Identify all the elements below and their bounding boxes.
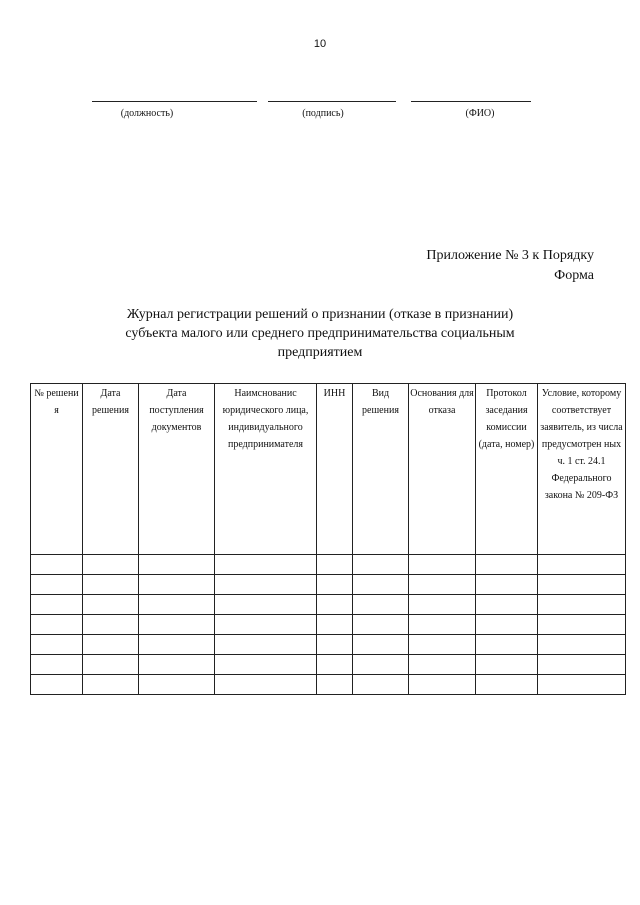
table-row (31, 675, 626, 695)
table-cell[interactable] (31, 675, 83, 695)
table-cell[interactable] (139, 615, 215, 635)
header-refusal-grounds: Основания для отказа (409, 384, 476, 555)
name-label: (ФИО) (465, 108, 495, 119)
table-cell[interactable] (139, 655, 215, 675)
journal-title-line-2: субъекта малого или среднего предпринимательства социальным (125, 326, 515, 341)
appendix-reference: Приложение № 3 к Порядку (426, 248, 594, 263)
table-header-row (31, 384, 626, 555)
table-cell[interactable] (139, 635, 215, 655)
table-cell[interactable] (139, 675, 215, 695)
table-cell[interactable] (317, 595, 353, 615)
journal-title-line-1: Журнал регистрации решений о признании (отказе в признании) (126, 307, 514, 322)
table-cell[interactable] (538, 595, 626, 615)
table-cell[interactable] (83, 615, 139, 635)
header-inn: ИНН (317, 384, 353, 555)
table-cell[interactable] (476, 575, 538, 595)
table-cell[interactable] (83, 635, 139, 655)
table-cell[interactable] (317, 675, 353, 695)
table-cell[interactable] (409, 555, 476, 575)
journal-title (110, 305, 530, 362)
table-cell[interactable] (538, 675, 626, 695)
table-cell[interactable] (139, 555, 215, 575)
table-cell[interactable] (215, 675, 317, 695)
table-cell[interactable] (476, 595, 538, 615)
position-signature-line (92, 101, 257, 102)
header-decision-date: Дата решения (83, 384, 139, 555)
table-cell[interactable] (317, 635, 353, 655)
table-cell[interactable] (353, 635, 409, 655)
table-cell[interactable] (139, 575, 215, 595)
header-entity-name: Наимснованис юридического лица, индивидуального предпринимателя (215, 384, 317, 555)
table-cell[interactable] (31, 575, 83, 595)
table-cell[interactable] (353, 555, 409, 575)
position-label: (должность) (120, 108, 174, 119)
table-cell[interactable] (31, 655, 83, 675)
table-cell[interactable] (409, 635, 476, 655)
table-cell[interactable] (353, 615, 409, 635)
table-cell[interactable] (409, 655, 476, 675)
page-number: 10 (313, 38, 327, 50)
table-cell[interactable] (409, 575, 476, 595)
table-cell[interactable] (83, 655, 139, 675)
table-cell[interactable] (83, 595, 139, 615)
table-cell[interactable] (215, 575, 317, 595)
table-cell[interactable] (317, 615, 353, 635)
table-row (31, 635, 626, 655)
table-cell[interactable] (31, 555, 83, 575)
table-cell[interactable] (353, 675, 409, 695)
table-cell[interactable] (83, 675, 139, 695)
table-row (31, 595, 626, 615)
table-cell[interactable] (476, 635, 538, 655)
table-cell[interactable] (31, 595, 83, 615)
table-row (31, 615, 626, 635)
table-cell[interactable] (317, 555, 353, 575)
table-cell[interactable] (317, 655, 353, 675)
table-cell[interactable] (83, 575, 139, 595)
form-label: Форма (554, 268, 594, 283)
signature-line (268, 101, 396, 102)
table-row (31, 575, 626, 595)
table-body (31, 555, 626, 695)
table-cell[interactable] (83, 555, 139, 575)
table-cell[interactable] (215, 595, 317, 615)
header-condition: Условие, которому соответствует заявитель, из числа предусмотрен ных ч. 1 ст. 24.1 Федерального закона № 209-ФЗ (538, 384, 626, 555)
header-decision-number: № решени я (31, 384, 83, 555)
table-cell[interactable] (353, 595, 409, 615)
signature-label: (подпись) (302, 108, 344, 119)
table-cell[interactable] (476, 555, 538, 575)
table-cell[interactable] (409, 675, 476, 695)
table-cell[interactable] (538, 635, 626, 655)
table-cell[interactable] (409, 595, 476, 615)
table-cell[interactable] (215, 635, 317, 655)
table-row (31, 655, 626, 675)
table-cell[interactable] (538, 655, 626, 675)
table-cell[interactable] (409, 615, 476, 635)
table-row (31, 555, 626, 575)
table-cell[interactable] (476, 655, 538, 675)
table-cell[interactable] (215, 655, 317, 675)
table-cell[interactable] (31, 615, 83, 635)
header-commission-protocol: Протокол заседания комиссии (дата, номер) (476, 384, 538, 555)
header-decision-type: Вид решения (353, 384, 409, 555)
table-cell[interactable] (538, 555, 626, 575)
table-cell[interactable] (538, 615, 626, 635)
table-cell[interactable] (215, 615, 317, 635)
table-cell[interactable] (317, 575, 353, 595)
journal-title-line-3: предприятием (277, 345, 363, 360)
table-cell[interactable] (476, 615, 538, 635)
table-cell[interactable] (538, 575, 626, 595)
table-cell[interactable] (353, 655, 409, 675)
header-receipt-date: Дата поступления документов (139, 384, 215, 555)
table-cell[interactable] (215, 555, 317, 575)
table-cell[interactable] (139, 595, 215, 615)
name-signature-line (411, 101, 531, 102)
table-cell[interactable] (476, 675, 538, 695)
table-cell[interactable] (353, 575, 409, 595)
table-cell[interactable] (31, 635, 83, 655)
journal-table (30, 383, 626, 695)
